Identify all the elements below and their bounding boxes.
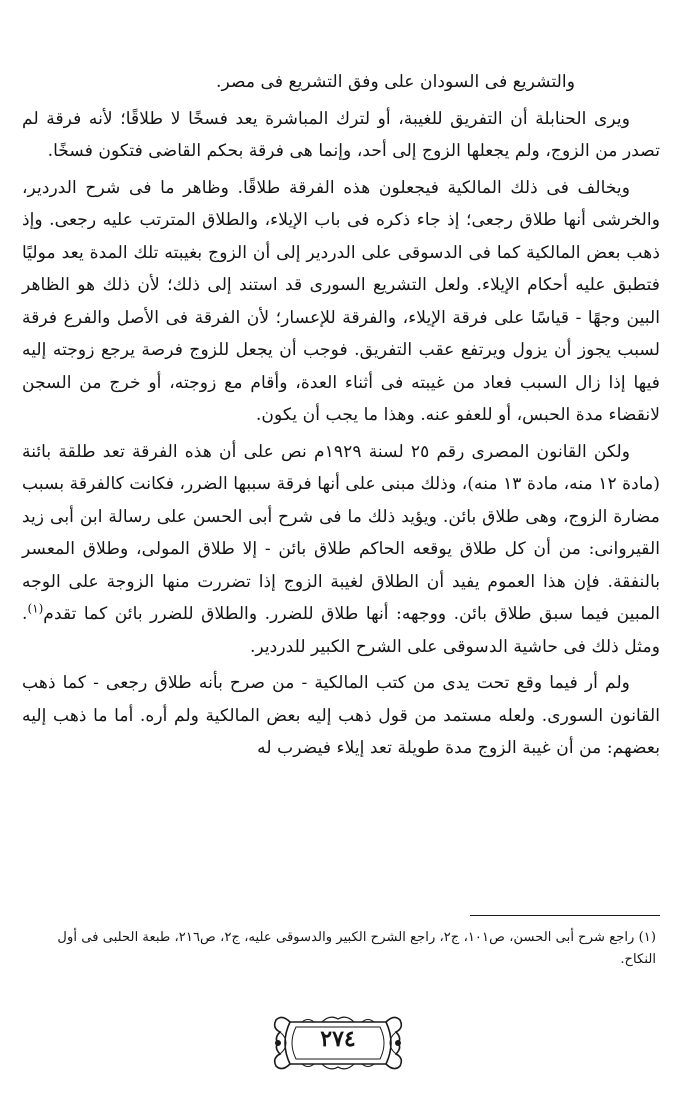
footnote: (١) راجع شرح أبى الحسن، ص١٠١، ج٢، راجع الشرح الكبير والدسوقى عليه، ج٢، ص٢١٦، طبعة الحلبى فى أول النكاح. [57,930,656,967]
footnote-separator [470,915,660,916]
paragraph-4-text: ولكن القانون المصرى رقم ٢٥ لسنة ١٩٢٩م نص على أن هذه الفرقة تعد طلقة بائنة (مادة ١٢ منه، مادة ١٣ منه)، وذلك مبنى على أنها فرقة سببها الضرر، فكانت كالفرقة بسبب مضارة الزوج، وهى طلاق بائن. ويؤيد ذلك ما فى شرح أبى الحسن على رسالة ابن أبى زيد القيروانى: من أن كل طلاق يوقعه الحاكم طلاق بائن - إلا طلاق المولى، وطلاق المعسر بالنفقة. فإن هذا العموم يفيد أن الطلاق لغيبة الزوج إذا تضررت منها الزوجة على الوجه المبين فيما سبق طلاق بائن. ووجهه: أنها طلاق للضرر. والطلاق للضرر بائن كما تقدم [22,441,660,624]
paragraph-5: ولم أر فيما وقع تحت يدى من كتب المالكية - من صرح بأنه طلاق رجعى - كما ذهب القانون السورى. ولعله مستمد من قول ذهب إليه بعض المالكية ولم أره. أما ما ذهب إليه بعضهم: من أن غيبة الزوج مدة طويلة تعد إيلاء فيضرب له [22,673,660,758]
paragraph-4-tail: . ومثل ذلك فى حاشية الدسوقى على الشرح الكبير للدردير. [22,604,660,657]
paragraph-2: ويرى الحنابلة أن التفريق للغيبة، أو لترك المباشرة يعد فسخًا لا طلاقًا؛ لأنه فرقة لم تصدر من الزوج، ولم يجعلها الزوج إلى أحد، وإنما هى فرقة بحكم القاضى فتكون فسخًا. [22,108,660,161]
page-number: ٢٧٤ [320,1026,356,1052]
page-number-badge [272,1010,404,1076]
footnote-reference[interactable]: (١) [27,601,44,616]
paragraph-3: ويخالف فى ذلك المالكية فيجعلون هذه الفرقة طلاقًا. وظاهر ما فى شرح الدردير، والخرشى أنها طلاق رجعى؛ إذ جاء ذكره فى باب الإيلاء، والطلاق المترتب عليه رجعى. وإذ ذهب بعض المالكية كما فى الدسوقى على الدردير إلى أن الزوج بغيبته تلك المدة يعد موليًا فتطبق عليه أحكام الإيلاء. ولعل التشريع السورى قد استند إلى ذلك؛ لأن ذلك هو الظاهر البين وجهًا - قياسًا على فرقة الإيلاء، والفرقة للإعسار؛ لأن الفرقة فى الأصل والفرع فرقة لسبب يجوز أن يزول ويرتفع عقب التفريق. فوجب أن يجعل للزوج فرصة يرجع زوجته إليه فيها إذا زال السبب فعاد من غيبته فى أثناء العدة، وأقام مع زوجته، أو خرج من السجن لانقضاء مدة الحبس، أو للعفو عنه. وهذا ما يجب أن يكون. [22,177,660,425]
main-text [22,66,660,769]
paragraph-1: والتشريع فى السودان على وفق التشريع فى مصر. [216,72,575,92]
paragraph-4 [22,436,660,664]
